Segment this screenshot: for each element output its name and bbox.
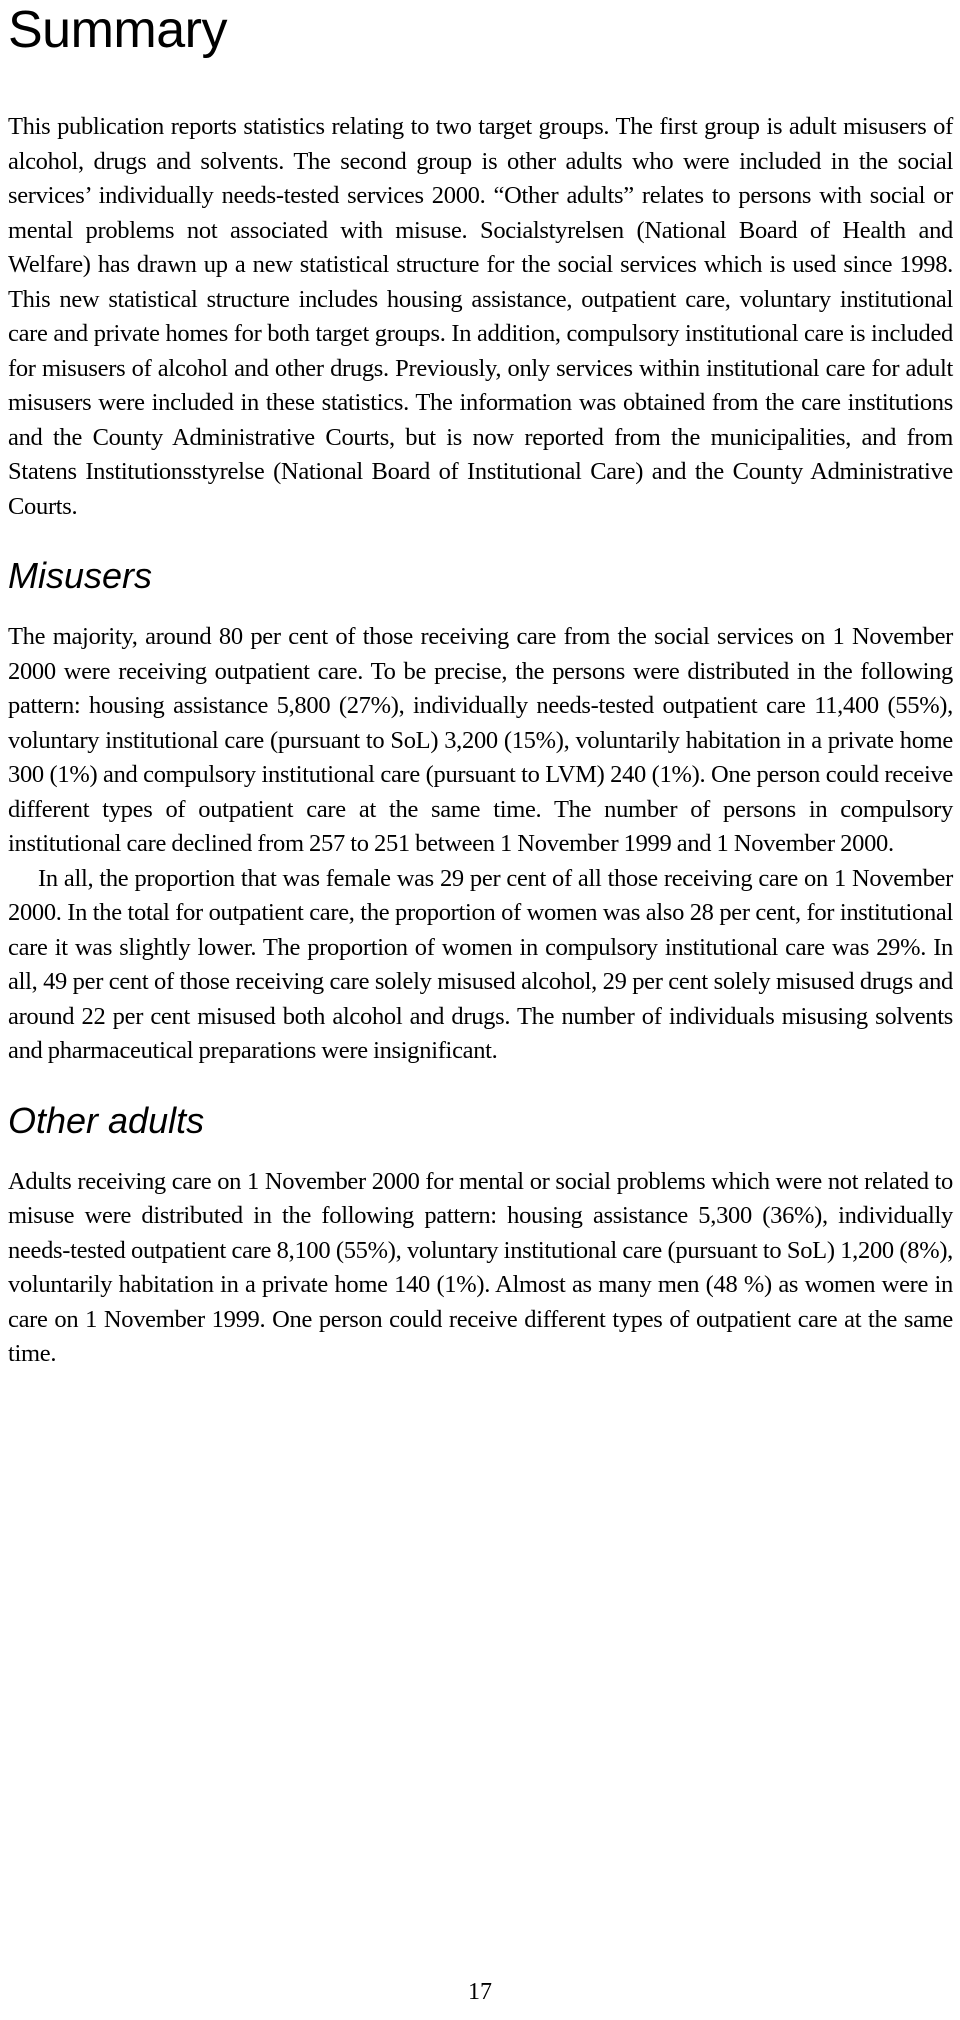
intro-paragraph: This publication reports statistics relating to two target groups. The first group is adult misusers of alcohol, drugs and solvents. The second group is other adults who were included in the social services’ individually needs-tested services 2000. “Other adults” relates to persons with social or mental problems not associated with misuse. Socialstyrelsen (National Board of Health and Welfare) has drawn up a new statistical structure for the social services which is used since 1998. This new statistical structure includes housing assistance, outpatient care, voluntary institutional care and private homes for both target groups. In addition, compulsory institutional care is included for misusers of alcohol and other drugs. Previously, only services within institutional care for adult misusers were included in these statistics. The information was obtained from the care institutions and the County Administrative Courts, but is now reported from the municipalities, and from Statens Institutionsstyrelse (National Board of Institutional Care) and the County Administrative Courts.: [8, 113, 953, 520]
page-number: 17: [468, 1979, 492, 2005]
document-page: [8, 0, 953, 1372]
other-adults-heading: Other adults: [8, 1099, 205, 1141]
other-adults-paragraph-1: Adults receiving care on 1 November 2000 for mental or social problems which were not related to misuse were distributed in the following pattern: housing assistance 5,300 (36%), individually needs-tested outpatient care 8,100 (55%), voluntary institutional care (pursuant to SoL) 1,200 (8%), voluntarily habitation in a private home 140 (1%). Almost as many men (48 %) as women were in care on 1 November 1999. One person could receive different types of outpatient care at the same time.: [8, 1167, 953, 1367]
page-title: Summary: [8, 1, 227, 59]
misusers-paragraph-1: The majority, around 80 per cent of those receiving care from the social services on 1 November 2000 were receiving outpatient care. To be precise, the persons were distributed in the following pattern: housing assistance 5,800 (27%), individually needs-tested outpatient care 11,400 (55%), voluntary institutional care (pursuant to SoL) 3,200 (15%), voluntarily habitation in a private home 300 (1%) and compulsory institutional care (pursuant to LVM) 240 (1%). One person could receive different types of outpatient care at the same time. The number of persons in compulsory institutional care declined from 257 to 251 between 1 November 1999 and 1 November 2000.: [8, 623, 953, 857]
misusers-heading: Misusers: [8, 555, 153, 596]
misusers-paragraph-2: In all, the proportion that was female was 29 per cent of all those receiving care on 1 November 2000. In the total for outpatient care, the proportion of women was also 28 per cent, for institutional care it was slightly lower. The proportion of women in compulsory institutional care was 29%. In all, 49 per cent of those receiving care solely misused alcohol, 29 per cent solely misused drugs and around 22 per cent misused both alcohol and drugs. The number of individuals misusing solvents and pharmaceutical preparations were insignificant.: [8, 864, 953, 1064]
